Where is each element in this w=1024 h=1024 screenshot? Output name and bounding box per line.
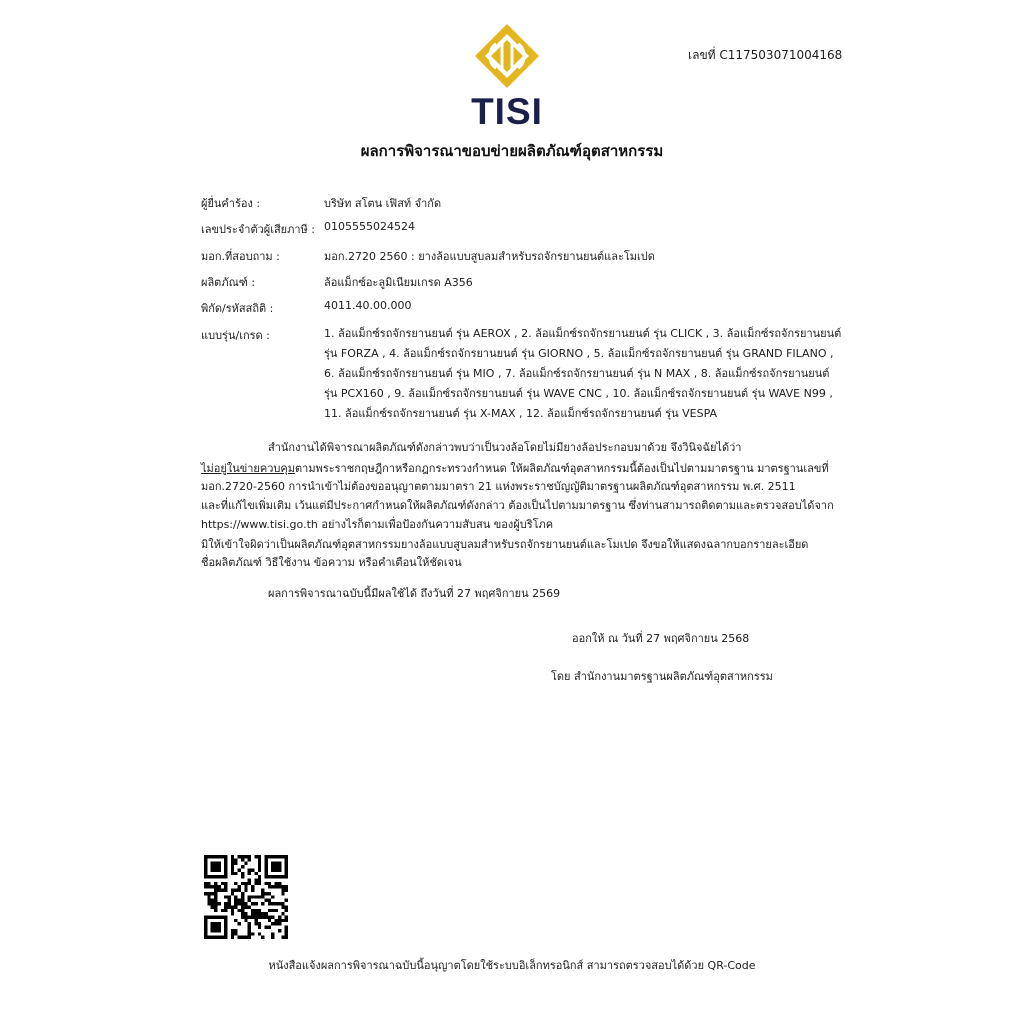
document-number: เลขที่ C117503071004168 xyxy=(688,48,843,62)
logo-wordmark: TISI xyxy=(471,91,543,128)
tisi-logo xyxy=(466,22,548,128)
tariff-value: 4011.40.00.000 xyxy=(324,299,412,312)
body-line-6: มิให้เข้าใจผิดว่าเป็นผลิตภัณฑ์อุตสาหกรรมยางล้อแบบสูบลมสำหรับรถจักรยานยนต์และโมเปด จึงขอให้แสดงฉลากบอกรายละเอียด xyxy=(201,538,809,551)
models-value: 1. ล้อแม็กซ์รถจักรยานยนต์ รุ่น AEROX , 2. ล้อแม็กซ์รถจักรยานยนต์ รุ่น CLICK , 3. ล้อแม็กซ์รถจักรยานยนต์ รุ่น FORZA , 4. ล้อแม็กซ์รถจักรยานยนต์ รุ่น GIORNO , 5. ล้อแม็กซ์รถจักรยานยนต์ รุ่น GRAND FILANO , 6. ล้อแม็กซ์รถจักรยานยนต์ รุ่น MIO , 7. ล้อแม็กซ์รถจักรยานยนต์ รุ่น N MAX , 8. ล้อแม็กซ์รถจักรยานยนต์ รุ่น PCX160 , 9. ล้อแม็กซ์รถจักรยานยนต์ รุ่น WAVE CNC , 10. ล้อแม็กซ์รถจักรยานยนต์ รุ่น WAVE N99 , 11. ล้อแม็กซ์รถจักรยานยนต์ รุ่น X-MAX , 12. ล้อแม็กซ์รถจักรยานยนต์ รุ่น VESPA xyxy=(324,327,842,420)
qr-code-icon[interactable] xyxy=(204,855,288,939)
product-label: ผลิตภัณฑ์ : xyxy=(201,276,256,289)
page-title: ผลการพิจารณาขอบข่ายผลิตภัณฑ์อุตสาหกรรม xyxy=(360,142,664,160)
applicant-label: ผู้ยื่นคำร้อง : xyxy=(201,197,261,210)
body-line-2-rest: ตามพระราชกฤษฎีกาหรือกฎกระทรวงกำหนด ให้ผลิตภัณฑ์อุตสาหกรรมนี้ต้องเป็นไปตามมาตรฐาน มาตรฐานเลขที่ xyxy=(295,462,829,475)
issuer: โดย สำนักงานมาตรฐานผลิตภัณฑ์อุตสาหกรรม xyxy=(551,670,773,683)
body-line-1: สำนักงานได้พิจารณาผลิตภัณฑ์ดังกล่าวพบว่าเป็นวงล้อโดยไม่มียางล้อประกอบมาด้วย จึงวินิจฉัยได้ว่า xyxy=(268,441,742,454)
footer-note: หนังสือแจ้งผลการพิจารณาฉบับนี้อนุญาตโดยใช้ระบบอิเล็กทรอนิกส์ สามารถตรวจสอบได้ด้วย QR-Code xyxy=(268,959,756,972)
body-line-3: มอก.2720-2560 การนำเข้าไม่ต้องขออนุญาตตามมาตรา 21 แห่งพระราชบัญญัติมาตรฐานผลิตภัณฑ์อุตสาหกรรม พ.ศ. 2511 xyxy=(201,480,796,493)
body-line-7: ชื่อผลิตภัณฑ์ วิธีใช้งาน ข้อความ หรือคำเตือนให้ชัดเจน xyxy=(201,556,462,569)
models-label: แบบรุ่น/เกรด : xyxy=(201,329,270,342)
product-value: ล้อแม็กซ์อะลูมิเนียมเกรด A356 xyxy=(324,276,473,289)
body-line-4: และที่แก้ไขเพิ่มเติม เว้นแต่มีประกาศกำหนดให้ผลิตภัณฑ์ดังกล่าว ต้องเป็นไปตามมาตรฐาน ซึ่งท่านสามารถติดตามและตรวจสอบได้จาก xyxy=(201,499,834,512)
logo-emblem xyxy=(475,24,539,88)
standard-value: มอก.2720 2560 : ยางล้อแบบสูบลมสำหรับรถจักรยานยนต์และโมเปด xyxy=(324,250,655,263)
validity-date: ผลการพิจารณาฉบับนี้มีผลใช้ได้ ถึงวันที่ 27 พฤศจิกายน 2569 xyxy=(268,587,561,600)
taxid-value: 0105555024524 xyxy=(324,220,415,233)
applicant-value: บริษัท สโตน เฟิสท์ จำกัด xyxy=(324,197,442,210)
tariff-label: พิกัด/รหัสสถิติ : xyxy=(201,302,274,315)
standard-label: มอก.ที่สอบถาม : xyxy=(201,250,280,263)
taxid-label: เลขประจำตัวผู้เสียภาษี : xyxy=(201,223,316,236)
not-controlled-text: ไม่อยู่ในข่ายควบคุม xyxy=(201,462,295,475)
issue-date: ออกให้ ณ วันที่ 27 พฤศจิกายน 2568 xyxy=(572,632,750,645)
body-line-5: https://www.tisi.go.th อย่างไรก็ตามเพื่อป้องกันความสับสน ของผู้บริโภค xyxy=(201,518,554,531)
body-line-2 xyxy=(201,459,829,477)
